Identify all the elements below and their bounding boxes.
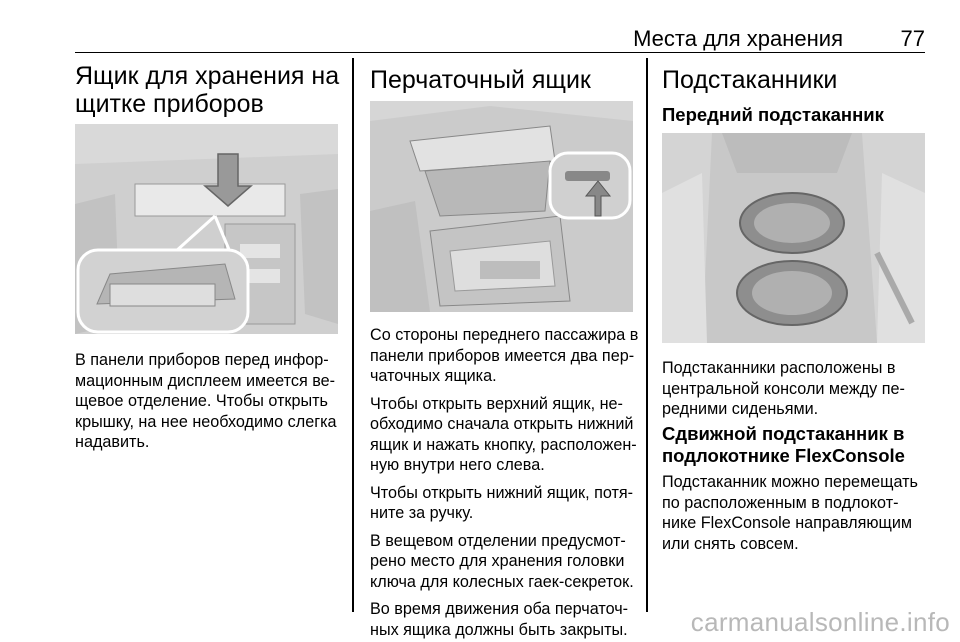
watermark: carmanualsonline.info [690, 607, 950, 637]
column-divider-left [352, 58, 354, 612]
front-cupholder-heading: Передний подстаканник [662, 104, 884, 125]
glovebox-figure [370, 101, 633, 312]
section-title: Места для хранения [633, 26, 843, 51]
right-heading: Подстаканники [662, 66, 838, 94]
page-number: 77 [900, 26, 925, 51]
right-body-2: Подстаканник можно перемещать по расположенным в подлокот- нике FlexConsole направляющим или снять совсем. [662, 473, 918, 553]
middle-heading: Перчаточный ящик [370, 66, 591, 94]
dashboard-storage-figure [75, 124, 338, 334]
left-heading: Ящик для хранения на щитке приборов [75, 62, 340, 118]
left-body: В панели приборов перед инфор- мационным дисплеем имеется ве- щевое отделение. Чтобы открыть крышку, на нее необходимо слегка надавить. [75, 351, 337, 451]
right-body-1: Подстаканники расположены в центральной консоли между пе- редними сиденьями. [662, 359, 905, 418]
middle-body: Со стороны переднего пассажира в панели приборов имеется два пер- чаточных ящика. Чтобы открыть верхний ящик, не- обходимо сначала открыть нижний ящик и нажать кнопку, расположен- ную внутри него слева. Чтобы открыть нижний ящик, потя- ните за ручку. В вещевом отделении предусмот- рено место для хранения головки ключа для колесных гаек-секреток. Во время движения оба перчаточ- ных ящика должны быть закрыты. [370, 326, 639, 639]
page-header [75, 22, 925, 53]
cupholder-figure [662, 133, 925, 343]
column-divider-right [646, 58, 648, 612]
flexconsole-heading: Сдвижной подстаканник в подлокотнике FlexConsole [662, 423, 905, 466]
